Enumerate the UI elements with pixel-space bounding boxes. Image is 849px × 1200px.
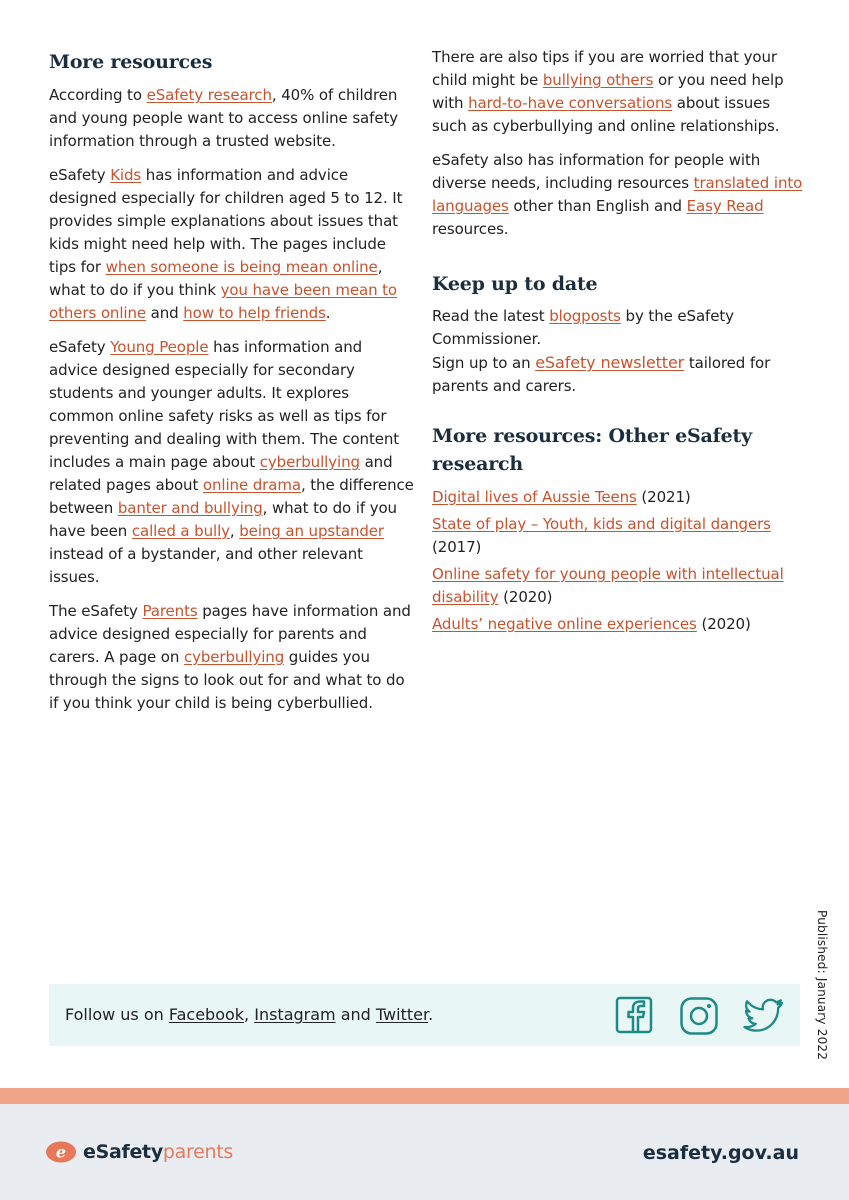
logo-text: eSafetyparents <box>83 1141 233 1163</box>
other-research-heading: More resources: Other eSafety research <box>432 425 752 475</box>
parents-cyberbullying-link[interactable]: cyberbullying <box>183 648 285 666</box>
bullying-others-paragraph: There are also tips if you are worried that your child might be bullying others or you need help with hard-to-have conversations about issues such as cyberbullying and online relationships. <box>432 48 784 135</box>
facebook-link[interactable]: Facebook <box>168 1005 245 1024</box>
follow-us-bar <box>49 984 800 1046</box>
list-item: Adults’ negative online experiences (2020) <box>432 615 751 633</box>
follow-us-text: Follow us on Facebook, Instagram and Twitter. <box>65 1005 434 1024</box>
mean-to-others-link[interactable]: you have been mean to others online <box>49 281 397 322</box>
hard-conversations-link[interactable]: hard-to-have conversations <box>468 94 673 112</box>
mean-online-link[interactable]: when someone is being mean online <box>105 258 378 276</box>
parents-paragraph: The eSafety Parents pages have information and advice designed especially for parents and carers. A page on cyberbullying guides you through the signs to look out for and what to do if you think your child is being cyberbullied. <box>49 602 411 712</box>
instagram-link[interactable]: Instagram <box>254 1005 336 1024</box>
published-date: Published: January 2022 <box>815 910 829 1061</box>
esafety-research-link[interactable]: eSafety research <box>146 86 272 104</box>
aussie-teens-link[interactable]: Digital lives of Aussie Teens <box>432 488 637 506</box>
facebook-icon[interactable] <box>615 996 655 1036</box>
upstander-link[interactable]: being an upstander <box>239 522 384 540</box>
twitter-link[interactable]: Twitter <box>375 1005 429 1024</box>
kids-link[interactable]: Kids <box>110 166 142 184</box>
more-resources-heading: More resources <box>49 51 213 73</box>
twitter-icon[interactable] <box>741 996 785 1036</box>
blogposts-link[interactable]: blogposts <box>549 307 621 325</box>
intellectual-disability-link[interactable]: Online safety for young people with intellectual disability <box>432 565 784 606</box>
footer-stripe <box>0 1088 849 1104</box>
diverse-needs-paragraph: eSafety also has information for people with diverse needs, including resources translated into languages other than English and Easy Read resources. <box>432 151 803 238</box>
research-list <box>432 486 804 636</box>
footer <box>0 1104 849 1200</box>
adults-negative-link[interactable]: Adults’ negative online experiences <box>432 615 697 633</box>
left-column <box>49 46 415 726</box>
instagram-icon[interactable] <box>679 996 719 1036</box>
website-url[interactable]: esafety.gov.au <box>642 1142 799 1164</box>
list-item: Digital lives of Aussie Teens (2021) <box>432 488 691 506</box>
banter-bullying-link[interactable]: banter and bullying <box>117 499 263 517</box>
list-item: State of play – Youth, kids and digital dangers (2017) <box>432 515 771 556</box>
called-a-bully-link[interactable]: called a bully <box>131 522 230 540</box>
parents-link[interactable]: Parents <box>142 602 198 620</box>
translated-languages-link[interactable]: translated into languages <box>432 174 803 215</box>
bullying-others-link[interactable]: bullying others <box>542 71 654 89</box>
cyberbullying-link[interactable]: cyberbullying <box>259 453 360 471</box>
young-people-paragraph: eSafety Young People has information and advice designed especially for secondary students and younger adults. It explores common online safety risks as well as tips for preventing and dealing with them. The content includes a main page about cyberbullying and related pages about online drama, the difference between banter and bullying, what to do if you have been called a bully, being an upstander instead of a bystander, and other relevant issues. <box>49 338 414 586</box>
young-people-link[interactable]: Young People <box>110 338 209 356</box>
keep-up-to-date-heading: Keep up to date <box>432 273 598 295</box>
list-item: Online safety for young people with intellectual disability (2020) <box>432 565 784 606</box>
right-column <box>432 46 804 640</box>
help-friends-link[interactable]: how to help friends <box>183 304 326 322</box>
research-paragraph: According to eSafety research, 40% of children and young people want to access online safety information through a trusted website. <box>49 86 399 150</box>
blogposts-paragraph: Read the latest blogposts by the eSafety Commissioner. <box>432 307 734 348</box>
svg-text:e: e <box>55 1142 67 1162</box>
newsletter-paragraph: Sign up to an eSafety newsletter tailored for parents and carers. <box>432 353 771 395</box>
kids-paragraph: eSafety Kids has information and advice designed especially for children aged 5 to 12. It provides simple explanations about issues that kids might need help with. The pages include tips for when someone is being mean online, what to do if you think you have been mean to others online and how to help friends. <box>49 166 403 322</box>
esafety-logo-icon <box>45 1140 77 1164</box>
esafety-parents-logo <box>45 1140 233 1164</box>
easy-read-link[interactable]: Easy Read <box>686 197 764 215</box>
newsletter-link[interactable]: eSafety newsletter <box>535 353 685 372</box>
online-drama-link[interactable]: online drama <box>202 476 301 494</box>
state-of-play-link[interactable]: State of play – Youth, kids and digital dangers <box>432 515 771 533</box>
